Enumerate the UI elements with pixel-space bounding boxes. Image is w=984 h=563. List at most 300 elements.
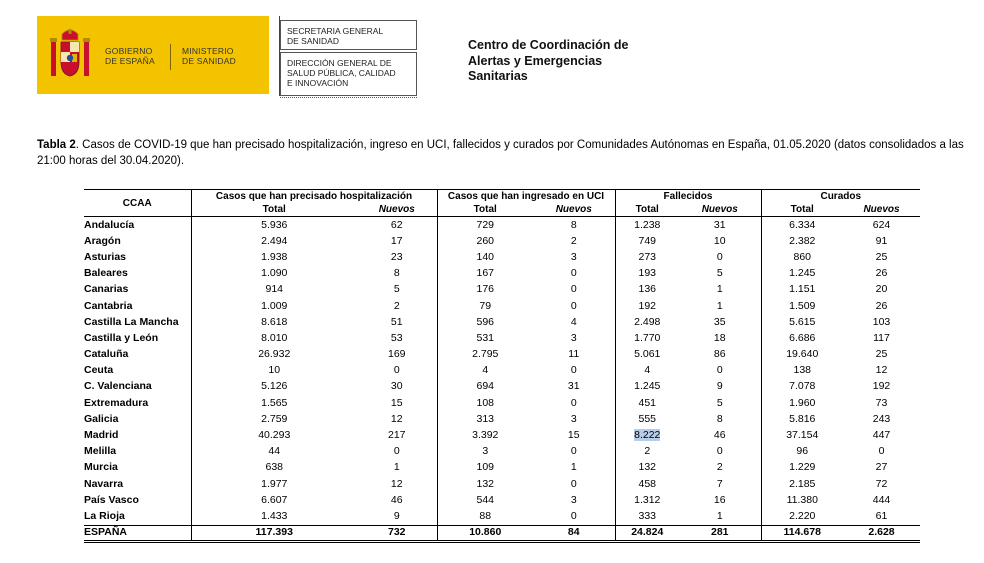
cell-value: 15: [390, 396, 403, 409]
hosp-new-cell: [357, 314, 437, 330]
cell-value: 5: [393, 283, 400, 296]
cell-value: 2.185: [789, 477, 816, 490]
hosp-total-cell: [191, 282, 357, 298]
cell-value: 96: [796, 445, 809, 458]
cell-value: 4: [482, 364, 489, 377]
cell-value: 5.936: [261, 218, 288, 231]
curados-total-cell: [761, 314, 843, 330]
uci-total-cell: [437, 347, 533, 363]
hosp-new-cell: [357, 395, 437, 411]
cell-value: 30: [390, 380, 403, 393]
caption-text: . Casos de COVID-19 que han precisado hospitalización, ingreso en UCI, fallecidos y curados por Comunidades Autónomas en España, 01.05.2020 (datos consolidados a las 21:00 horas del 30.04.2020).: [37, 139, 964, 167]
cell-value: 2.498: [634, 315, 661, 328]
cell-value: 25: [875, 348, 888, 361]
cell-value: 2.795: [472, 348, 499, 361]
cell-value: 23: [390, 250, 403, 263]
cell-value: 6.607: [261, 493, 288, 506]
direccion-general-label: DIRECCIÓN GENERAL DE SALUD PÚBLICA, CALIDAD E INNOVACIÓN: [280, 52, 417, 96]
table-row: [84, 282, 920, 298]
uci-total-cell: [437, 266, 533, 282]
cell-value: 1: [570, 461, 577, 474]
fallecidos-new-cell: [679, 282, 761, 298]
fallecidos-total-cell: [615, 379, 679, 395]
uci-total-cell: [437, 298, 533, 314]
cell-value: 79: [479, 299, 492, 312]
cell-value: 596: [476, 315, 495, 328]
cell-value: 0: [570, 509, 577, 522]
curados-new-cell: [843, 266, 920, 282]
fallecidos-new-cell: [679, 249, 761, 265]
hosp-new-cell: [357, 444, 437, 460]
cell-value: 8: [716, 412, 723, 425]
cell-value: 1.229: [789, 461, 816, 474]
hosp-total-cell: [191, 298, 357, 314]
cell-value: 2.382: [789, 234, 816, 247]
hosp-new-cell: [357, 492, 437, 508]
cell-value: 281: [710, 526, 729, 539]
ccaa-name-cell: Castilla y León: [84, 331, 159, 344]
cell-value: 16: [713, 493, 726, 506]
fallecidos-total-header: Total: [615, 203, 679, 217]
cell-value: 11.380: [786, 493, 818, 506]
cell-value: 729: [476, 218, 495, 231]
uci-new-cell: [533, 379, 615, 395]
fallecidos-new-cell: [679, 314, 761, 330]
table-row: [84, 427, 920, 443]
hosp-total-cell: [191, 411, 357, 427]
cell-value: 1.960: [789, 396, 816, 409]
fallecidos-new-cell: [679, 460, 761, 476]
ccaa-name-cell: Galicia: [84, 412, 119, 425]
table-row: [84, 444, 920, 460]
table-caption: [37, 138, 977, 169]
table-row: [84, 508, 920, 525]
ccaa-name-cell: Navarra: [84, 477, 124, 490]
ccaa-name-cell: ESPAÑA: [84, 525, 191, 541]
cell-value: 37.154: [786, 429, 819, 442]
cell-value: 3: [570, 331, 577, 344]
curados-total-cell: [761, 330, 843, 346]
cell-value: 2: [393, 299, 400, 312]
cell-value: 0: [878, 445, 885, 458]
hosp-new-cell: [357, 508, 437, 525]
hosp-new-cell: [357, 298, 437, 314]
uci-total-cell: [437, 476, 533, 492]
fallecidos-total-cell: [615, 411, 679, 427]
fallecidos-total-cell: [615, 460, 679, 476]
cell-value: 4: [570, 315, 577, 328]
uci-new-cell: [533, 249, 615, 265]
covid-ccaa-table: [84, 189, 920, 543]
cell-value: 10: [713, 234, 726, 247]
curados-total-cell: [761, 347, 843, 363]
fallecidos-total-cell: [615, 330, 679, 346]
cell-value: 132: [638, 461, 657, 474]
curados-new-cell: [843, 508, 920, 525]
hosp-new-cell: [357, 476, 437, 492]
fallecidos-new-cell: [679, 233, 761, 249]
ccaa-name-cell: Cataluña: [84, 348, 129, 361]
curados-total-cell: [761, 427, 843, 443]
uci-total-cell: [437, 249, 533, 265]
cell-value: 1: [716, 509, 723, 522]
cell-value: 25: [875, 250, 888, 263]
cell-value: 260: [476, 234, 495, 247]
curados-total-cell: [761, 492, 843, 508]
uci-new-cell: [533, 525, 615, 541]
cell-value: 1.245: [634, 380, 661, 393]
cell-value: 53: [390, 331, 403, 344]
cell-value: 3: [570, 493, 577, 506]
cell-value: 46: [713, 429, 726, 442]
uci-total-cell: [437, 314, 533, 330]
hosp-total-cell: [191, 395, 357, 411]
fallecidos-total-cell: [615, 347, 679, 363]
fallecidos-new-cell: [679, 395, 761, 411]
hosp-new-cell: [357, 525, 437, 541]
cell-value: 217: [387, 429, 406, 442]
cell-value: 458: [638, 477, 657, 490]
curados-new-cell: [843, 525, 920, 541]
fallecidos-new-cell: [679, 427, 761, 443]
uci-new-cell: [533, 298, 615, 314]
hosp-total-cell: [191, 379, 357, 395]
curados-group-header: Curados: [761, 190, 920, 204]
uci-new-cell: [533, 444, 615, 460]
uci-total-cell: [437, 508, 533, 525]
table-row: [84, 298, 920, 314]
ccaa-name-cell: Aragón: [84, 234, 121, 247]
cell-value: 3: [570, 250, 577, 263]
cell-value: 24.824: [631, 526, 664, 539]
curados-new-cell: [843, 282, 920, 298]
uci-new-cell: [533, 266, 615, 282]
cell-value: 6.334: [789, 218, 816, 231]
cell-value: 5: [716, 267, 723, 280]
cell-value: 12: [390, 412, 403, 425]
cell-value: 20: [875, 283, 888, 296]
cell-value: 0: [393, 445, 400, 458]
ccaa-name-cell: Ceuta: [84, 364, 114, 377]
cell-value: 19.640: [786, 348, 819, 361]
hosp-new-cell: [357, 347, 437, 363]
uci-new-cell: [533, 460, 615, 476]
fallecidos-new-cell: [679, 266, 761, 282]
curados-total-cell: [761, 525, 843, 541]
hosp-total-cell: [191, 266, 357, 282]
table-row: [84, 249, 920, 265]
cell-value: 1.770: [634, 331, 661, 344]
cell-value: 12: [390, 477, 403, 490]
cell-value: 3: [482, 445, 489, 458]
fallecidos-total-cell: [615, 249, 679, 265]
uci-new-cell: [533, 427, 615, 443]
centro-coordinacion-title: Centro de Coordinación de Alertas y Emergencias Sanitarias: [468, 38, 629, 83]
cell-value: 0: [570, 396, 577, 409]
curados-total-cell: [761, 249, 843, 265]
curados-new-cell: [843, 379, 920, 395]
total-row: [84, 525, 920, 541]
fallecidos-total-cell: [615, 217, 679, 234]
curados-new-cell: [843, 249, 920, 265]
uci-new-cell: [533, 314, 615, 330]
cell-value: 17: [390, 234, 403, 247]
cell-value: 72: [875, 477, 888, 490]
cell-value: 12: [875, 364, 888, 377]
curados-total-cell: [761, 444, 843, 460]
cell-value: 0: [716, 445, 723, 458]
hosp-total-cell: [191, 492, 357, 508]
cell-value: 531: [476, 331, 495, 344]
secretaria-general-label: SECRETARIA GENERAL DE SANIDAD: [280, 20, 417, 50]
cell-value: 9: [393, 509, 400, 522]
curados-new-cell: [843, 314, 920, 330]
table-row: [84, 233, 920, 249]
cell-value: 62: [390, 218, 403, 231]
hosp-total-cell: [191, 363, 357, 379]
fallecidos-total-cell: [615, 298, 679, 314]
cell-value: 1.977: [261, 477, 288, 490]
cell-value: 694: [476, 380, 495, 393]
table-row: [84, 217, 920, 234]
cell-value: 9: [716, 380, 723, 393]
cell-value: 5.615: [789, 315, 816, 328]
fallecidos-new-cell: [679, 347, 761, 363]
fallecidos-total-cell: [615, 508, 679, 525]
cell-value: 10: [268, 364, 281, 377]
cell-value: 8: [570, 218, 577, 231]
hosp-new-cell: [357, 233, 437, 249]
cell-value: 1: [393, 461, 400, 474]
cell-value: 5.126: [261, 380, 288, 393]
fallecidos-new-header: Nuevos: [679, 203, 761, 217]
curados-total-cell: [761, 233, 843, 249]
hosp-total-cell: [191, 460, 357, 476]
cell-value: 18: [713, 331, 726, 344]
curados-new-cell: [843, 476, 920, 492]
logo-divider: [170, 44, 171, 70]
cell-value: 0: [570, 283, 577, 296]
hosp-total-cell: [191, 476, 357, 492]
cell-value: 26: [875, 299, 888, 312]
uci-total-cell: [437, 233, 533, 249]
government-logo-band: [37, 16, 269, 94]
cell-value: 35: [713, 315, 726, 328]
curados-total-cell: [761, 508, 843, 525]
cell-value: 6.686: [789, 331, 816, 344]
curados-new-cell: [843, 363, 920, 379]
cell-value: 84: [567, 526, 580, 539]
cell-value: 44: [268, 445, 281, 458]
fallecidos-total-cell: [615, 427, 679, 443]
fallecidos-new-cell: [679, 444, 761, 460]
cell-value: 313: [476, 412, 495, 425]
uci-new-header: Nuevos: [533, 203, 615, 217]
fallecidos-new-cell: [679, 525, 761, 541]
fallecidos-new-cell: [679, 492, 761, 508]
cell-value: 8.010: [261, 331, 288, 344]
coat-of-arms-icon: [49, 28, 91, 84]
cell-value: 46: [390, 493, 403, 506]
uci-total-cell: [437, 217, 533, 234]
cell-value: 1.312: [634, 493, 661, 506]
cell-value: 0: [716, 250, 723, 263]
fallecidos-new-cell: [679, 508, 761, 525]
cell-value: 10.860: [469, 526, 502, 539]
curados-total-cell: [761, 282, 843, 298]
cell-value: 31: [713, 218, 726, 231]
fallecidos-total-cell: [615, 476, 679, 492]
ccaa-name-cell: La Rioja: [84, 509, 125, 522]
ccaa-name-cell: Asturias: [84, 250, 127, 263]
hosp-total-header: Total: [191, 203, 357, 217]
hosp-new-cell: [357, 282, 437, 298]
curados-new-cell: [843, 427, 920, 443]
hosp-new-cell: [357, 363, 437, 379]
hosp-total-cell: [191, 314, 357, 330]
hosp-total-cell: [191, 444, 357, 460]
table-row: [84, 347, 920, 363]
hosp-group-header: Casos que han precisado hospitalización: [191, 190, 437, 204]
cell-value: 3: [570, 412, 577, 425]
ccaa-name-cell: Canarias: [84, 283, 129, 296]
ccaa-header: CCAA: [84, 190, 191, 217]
uci-new-cell: [533, 476, 615, 492]
cell-value: 1: [716, 299, 723, 312]
cell-value: 624: [872, 218, 891, 231]
cell-value: 91: [875, 234, 888, 247]
cell-value: 88: [479, 509, 492, 522]
cell-value: 273: [638, 250, 657, 263]
uci-group-header: Casos que han ingresado en UCI: [437, 190, 615, 204]
fallecidos-total-cell: [615, 282, 679, 298]
uci-new-cell: [533, 347, 615, 363]
hosp-new-cell: [357, 379, 437, 395]
cell-value: 86: [713, 348, 726, 361]
uci-total-cell: [437, 525, 533, 541]
curados-new-cell: [843, 217, 920, 234]
fallecidos-group-header: Fallecidos: [615, 190, 761, 204]
uci-total-cell: [437, 427, 533, 443]
cell-value: 73: [875, 396, 888, 409]
cell-value: 1.151: [789, 283, 816, 296]
hosp-new-cell: [357, 411, 437, 427]
cell-value: 3.392: [472, 429, 499, 442]
hosp-total-cell: [191, 233, 357, 249]
cell-value: 0: [570, 267, 577, 280]
cell-value: 103: [872, 315, 891, 328]
cell-value: 15: [567, 429, 580, 442]
hosp-total-cell: [191, 249, 357, 265]
cell-value: 11: [568, 348, 580, 361]
cell-value: 0: [716, 364, 723, 377]
uci-total-cell: [437, 411, 533, 427]
uci-new-cell: [533, 233, 615, 249]
cell-value: 638: [265, 461, 284, 474]
curados-total-header: Total: [761, 203, 843, 217]
ministerio-label: MINISTERIO DE SANIDAD: [182, 46, 236, 66]
uci-new-cell: [533, 508, 615, 525]
hosp-new-cell: [357, 330, 437, 346]
cell-value: 193: [638, 267, 657, 280]
fallecidos-total-cell: [615, 444, 679, 460]
curados-new-cell: [843, 444, 920, 460]
cell-value: 914: [265, 283, 284, 296]
uci-total-cell: [437, 282, 533, 298]
cell-value: 2.759: [261, 412, 288, 425]
cell-value: 51: [390, 315, 403, 328]
cell-value: 2: [644, 445, 651, 458]
cell-value: 5: [716, 396, 723, 409]
ccaa-name-cell: Andalucía: [84, 218, 135, 231]
cell-value: 109: [476, 461, 495, 474]
cell-value: 2.220: [789, 509, 816, 522]
cell-value: 192: [872, 380, 891, 393]
curados-new-cell: [843, 492, 920, 508]
table-row: [84, 411, 920, 427]
curados-new-cell: [843, 347, 920, 363]
uci-new-cell: [533, 411, 615, 427]
hosp-new-header: Nuevos: [357, 203, 437, 217]
cell-value: 2: [716, 461, 723, 474]
curados-new-cell: [843, 330, 920, 346]
hosp-total-cell: [191, 525, 357, 541]
uci-new-cell: [533, 330, 615, 346]
curados-total-cell: [761, 217, 843, 234]
cell-value: 8.222: [634, 429, 661, 442]
cell-value: 0: [570, 299, 577, 312]
cell-value: 1.245: [789, 267, 816, 280]
hosp-new-cell: [357, 249, 437, 265]
cell-value: 451: [638, 396, 657, 409]
cell-value: 8: [393, 267, 400, 280]
curados-new-cell: [843, 411, 920, 427]
cell-value: 26.932: [258, 348, 291, 361]
fallecidos-new-cell: [679, 379, 761, 395]
cell-value: 1.009: [261, 299, 288, 312]
uci-total-cell: [437, 460, 533, 476]
hosp-total-cell: [191, 508, 357, 525]
cell-value: 333: [638, 509, 657, 522]
hosp-new-cell: [357, 460, 437, 476]
uci-new-cell: [533, 282, 615, 298]
hosp-total-cell: [191, 427, 357, 443]
table-row: [84, 476, 920, 492]
uci-total-cell: [437, 330, 533, 346]
cell-value: 138: [793, 364, 812, 377]
fallecidos-total-cell: [615, 395, 679, 411]
table-row: [84, 460, 920, 476]
secretaria-box: [279, 16, 417, 96]
curados-total-cell: [761, 266, 843, 282]
cell-value: 0: [570, 477, 577, 490]
hosp-new-cell: [357, 427, 437, 443]
cell-value: 114.678: [783, 526, 821, 539]
curados-total-cell: [761, 460, 843, 476]
fallecidos-total-cell: [615, 233, 679, 249]
cell-value: 4: [644, 364, 651, 377]
cell-value: 192: [638, 299, 657, 312]
hosp-new-cell: [357, 266, 437, 282]
ccaa-name-cell: Melilla: [84, 445, 117, 458]
cell-value: 0: [570, 445, 577, 458]
cell-value: 7.078: [789, 380, 816, 393]
cell-value: 732: [387, 526, 406, 539]
cell-value: 860: [793, 250, 812, 263]
cell-value: 0: [393, 364, 400, 377]
ccaa-name-cell: C. Valenciana: [84, 380, 152, 393]
cell-value: 7: [716, 477, 723, 490]
